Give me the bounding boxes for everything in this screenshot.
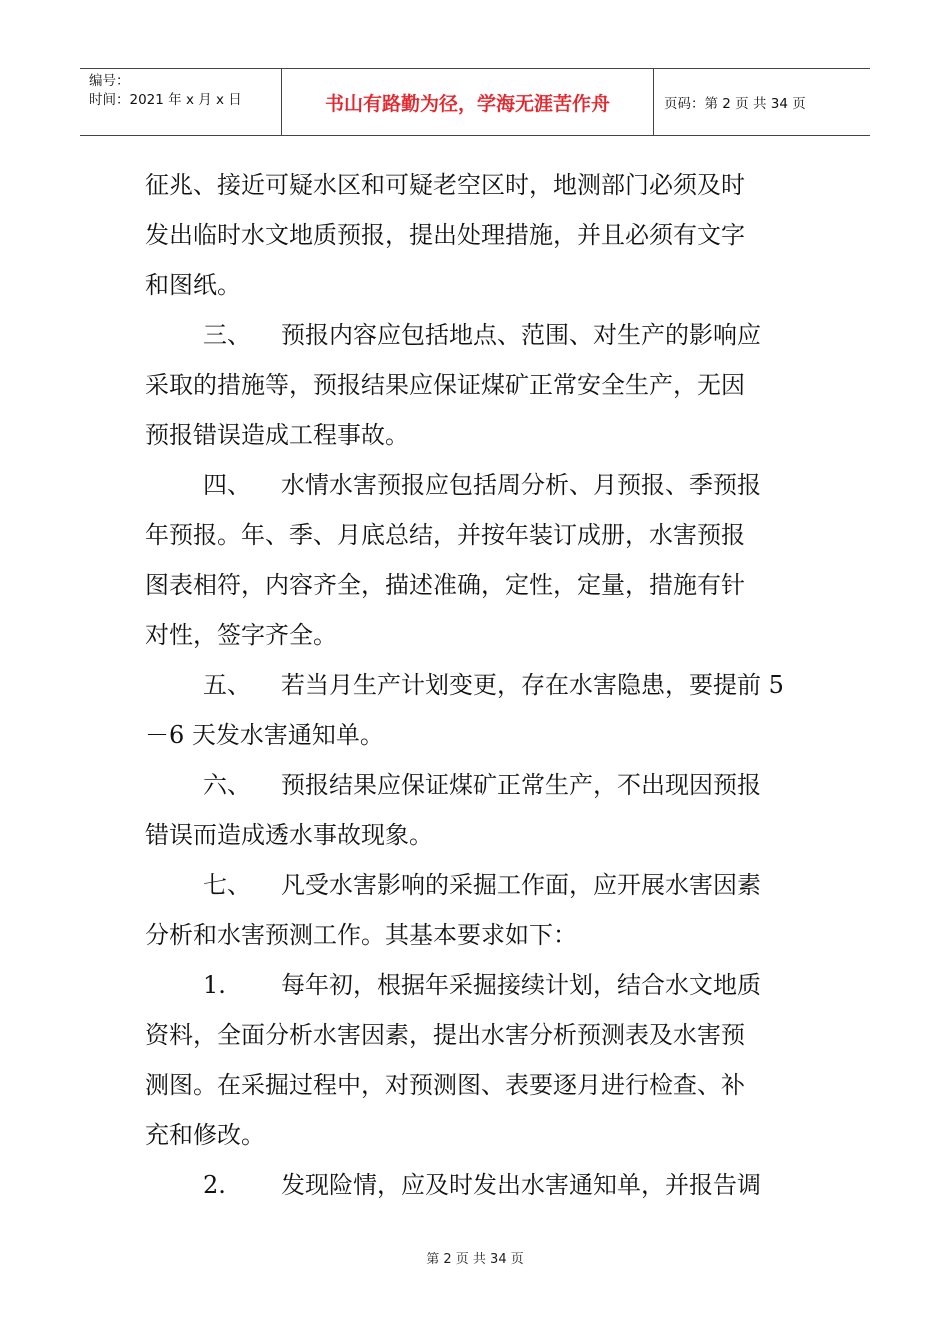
line-text: 预报内容应包括地点、范围、对生产的影响应 bbox=[281, 321, 761, 349]
text-line bbox=[145, 510, 810, 560]
text-line bbox=[145, 810, 810, 860]
text-line bbox=[145, 1160, 810, 1210]
document-body bbox=[145, 160, 810, 1210]
text-line bbox=[145, 960, 810, 1010]
line-text: 征兆、接近可疑水区和可疑老空区时，地测部门必须及时 bbox=[145, 171, 745, 199]
item-marker: 六、 bbox=[203, 771, 251, 799]
line-text: 凡受水害影响的采掘工作面，应开展水害因素 bbox=[281, 871, 761, 899]
item-marker: 三、 bbox=[203, 321, 251, 349]
page-info-text: 页码：第 2 页 共 34 页 bbox=[664, 96, 806, 112]
line-text: －6 天发水害通知单。 bbox=[145, 721, 384, 749]
line-text: 若当月生产计划变更，存在水害隐患，要提前 5 bbox=[281, 671, 784, 699]
text-line bbox=[145, 910, 810, 960]
line-text: 对性，签字齐全。 bbox=[145, 621, 337, 649]
header-meta-cell bbox=[80, 69, 282, 135]
line-text: 采取的措施等，预报结果应保证煤矿正常安全生产，无因 bbox=[145, 371, 745, 399]
text-line bbox=[145, 1060, 810, 1110]
header-page-cell bbox=[654, 69, 870, 135]
text-line bbox=[145, 360, 810, 410]
time-label: 时间：2021 年 x 月 x 日 bbox=[89, 92, 242, 108]
text-line bbox=[145, 610, 810, 660]
text-line bbox=[145, 710, 810, 760]
text-line bbox=[145, 760, 810, 810]
number-label: 编号： bbox=[89, 73, 130, 89]
motto-text: 书山有路勤为径，学海无涯苦作舟 bbox=[324, 92, 610, 115]
text-line bbox=[145, 410, 810, 460]
line-text: 预报结果应保证煤矿正常生产，不出现因预报 bbox=[281, 771, 761, 799]
line-text: 充和修改。 bbox=[145, 1121, 265, 1149]
line-text: 水情水害预报应包括周分析、月预报、季预报 bbox=[281, 471, 761, 499]
line-text: 分析和水害预测工作。其基本要求如下： bbox=[145, 921, 577, 949]
text-line bbox=[145, 860, 810, 910]
page-footer bbox=[0, 1248, 950, 1267]
line-text: 发现险情，应及时发出水害通知单，并报告调 bbox=[281, 1171, 761, 1199]
item-marker: 2. bbox=[203, 1171, 226, 1199]
text-line bbox=[145, 560, 810, 610]
item-marker: 1. bbox=[203, 971, 226, 999]
text-line bbox=[145, 210, 810, 260]
item-marker: 七、 bbox=[203, 871, 251, 899]
line-text: 年预报。年、季、月底总结，并按年装订成册，水害预报 bbox=[145, 521, 745, 549]
text-line bbox=[145, 160, 810, 210]
text-line bbox=[145, 660, 810, 710]
text-line bbox=[145, 260, 810, 310]
line-text: 发出临时水文地质预报，提出处理措施，并且必须有文字 bbox=[145, 221, 745, 249]
footer-page-number: 第 2 页 共 34 页 bbox=[426, 1252, 524, 1267]
item-marker: 四、 bbox=[203, 471, 251, 499]
line-text: 预报错误造成工程事故。 bbox=[145, 421, 409, 449]
text-line bbox=[145, 460, 810, 510]
text-line bbox=[145, 1010, 810, 1060]
header-table bbox=[80, 68, 870, 136]
line-text: 错误而造成透水事故现象。 bbox=[145, 821, 433, 849]
line-text: 和图纸。 bbox=[145, 271, 241, 299]
line-text: 图表相符，内容齐全，描述准确，定性，定量，措施有针 bbox=[145, 571, 745, 599]
item-marker: 五、 bbox=[203, 671, 251, 699]
line-text: 资料，全面分析水害因素，提出水害分析预测表及水害预 bbox=[145, 1021, 745, 1049]
line-text: 测图。在采掘过程中，对预测图、表要逐月进行检查、补 bbox=[145, 1071, 745, 1099]
header-motto-cell bbox=[282, 69, 654, 135]
line-text: 每年初，根据年采掘接续计划，结合水文地质 bbox=[281, 971, 761, 999]
text-line bbox=[145, 310, 810, 360]
text-line bbox=[145, 1110, 810, 1160]
